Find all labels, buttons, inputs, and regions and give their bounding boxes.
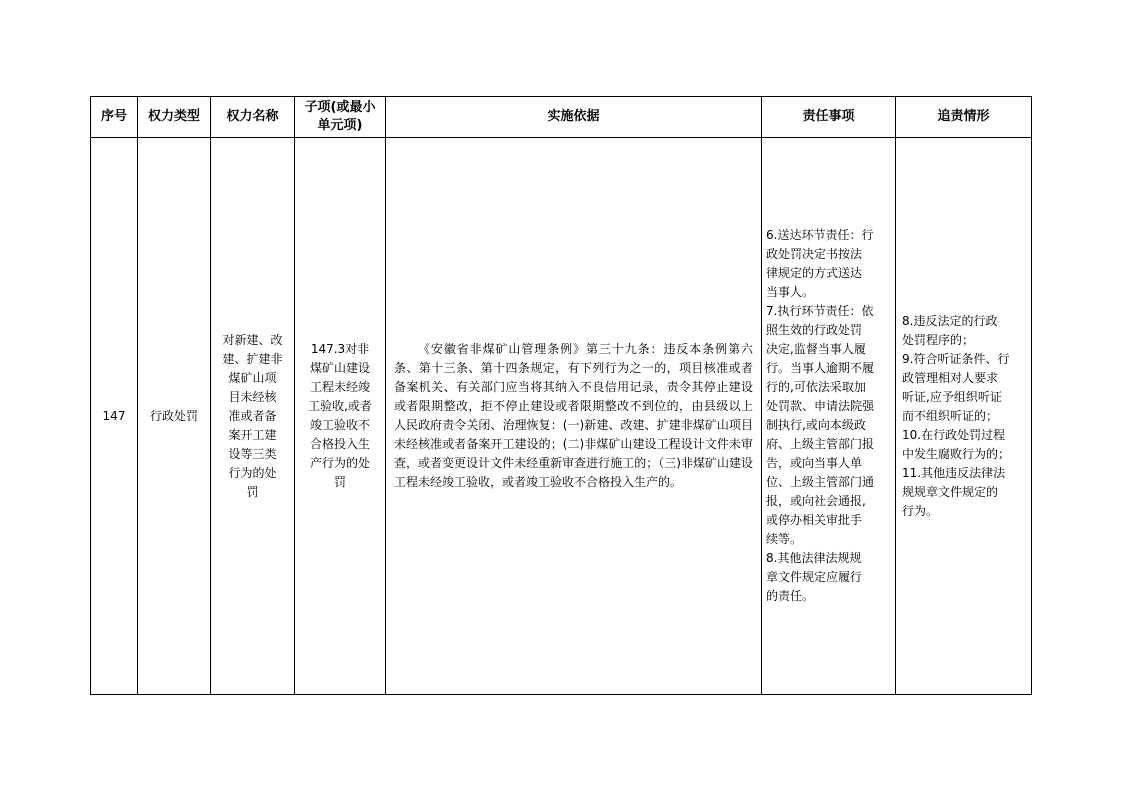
header-basis: 实施依据 (386, 97, 762, 138)
cell-sub-item: 147.3对非 煤矿山建设 工程未经竣 工验收,或者 竣工验收不 合格投入生 产行为的处 罚 (295, 138, 386, 695)
cell-seq: 147 (91, 138, 138, 695)
header-power-type: 权力类型 (138, 97, 211, 138)
header-power-name: 权力名称 (211, 97, 295, 138)
cell-basis: 《安徽省非煤矿山管理条例》第三十九条：违反本条例第六条、第十三条、第十四条规定，有下列行为之一的，项目核准或者备案机关、有关部门应当将其纳入不良信用记录，责令其停止建设或者限期整改，拒不停止建设或者限期整改不到位的，由县级以上人民政府责令关闭、治理恢复：(一)新建、改建、扩建非煤矿山项目未经核准或者备案开工建设的；(二)非煤矿山建设工程设计文件未审查，或者变更设计文件未经重新审查进行施工的；（三)非煤矿山建设工程未经竣工验收，或者竣工验收不合格投入生产的。 (386, 138, 762, 695)
cell-accountability: 8.违反法定的行政 处罚程序的； 9.符合听证条件、行 政管理相对人要求 听证,应予组织听证 而不组织听证的； 10.在行政处罚过程 中发生腐败行为的； 11.其他违反法律法 规规章文件规定的 行为。 (896, 138, 1032, 695)
header-seq: 序号 (91, 97, 138, 138)
header-sub-item: 子项(或最小 单元项) (295, 97, 386, 138)
power-list-table (90, 96, 1032, 695)
cell-power-name: 对新建、改 建、扩建非 煤矿山项 目未经核 准或者备 案开工建 设等三类 行为的处 罚 (211, 138, 295, 695)
cell-duty: 6.送达环节责任：行 政处罚决定书按法 律规定的方式送达 当事人。 7.执行环节责任：依 照生效的行政处罚 决定,监督当事人履 行。当事人逾期不履 行的,可依法采取加 处罚款、申请法院强 制执行,或向本级政 府、上级主管部门报 告，或向当事人单 位、上级主管部门通 报，或向社会通报, 或停办相关审批手 续等。 8.其他法律法规规 章文件规定应履行 的责任。 (762, 138, 896, 695)
header-duty: 责任事项 (762, 97, 896, 138)
cell-power-type: 行政处罚 (138, 138, 211, 695)
table-header-row (91, 97, 1032, 138)
table-row (91, 138, 1032, 695)
header-accountability: 追责情形 (896, 97, 1032, 138)
